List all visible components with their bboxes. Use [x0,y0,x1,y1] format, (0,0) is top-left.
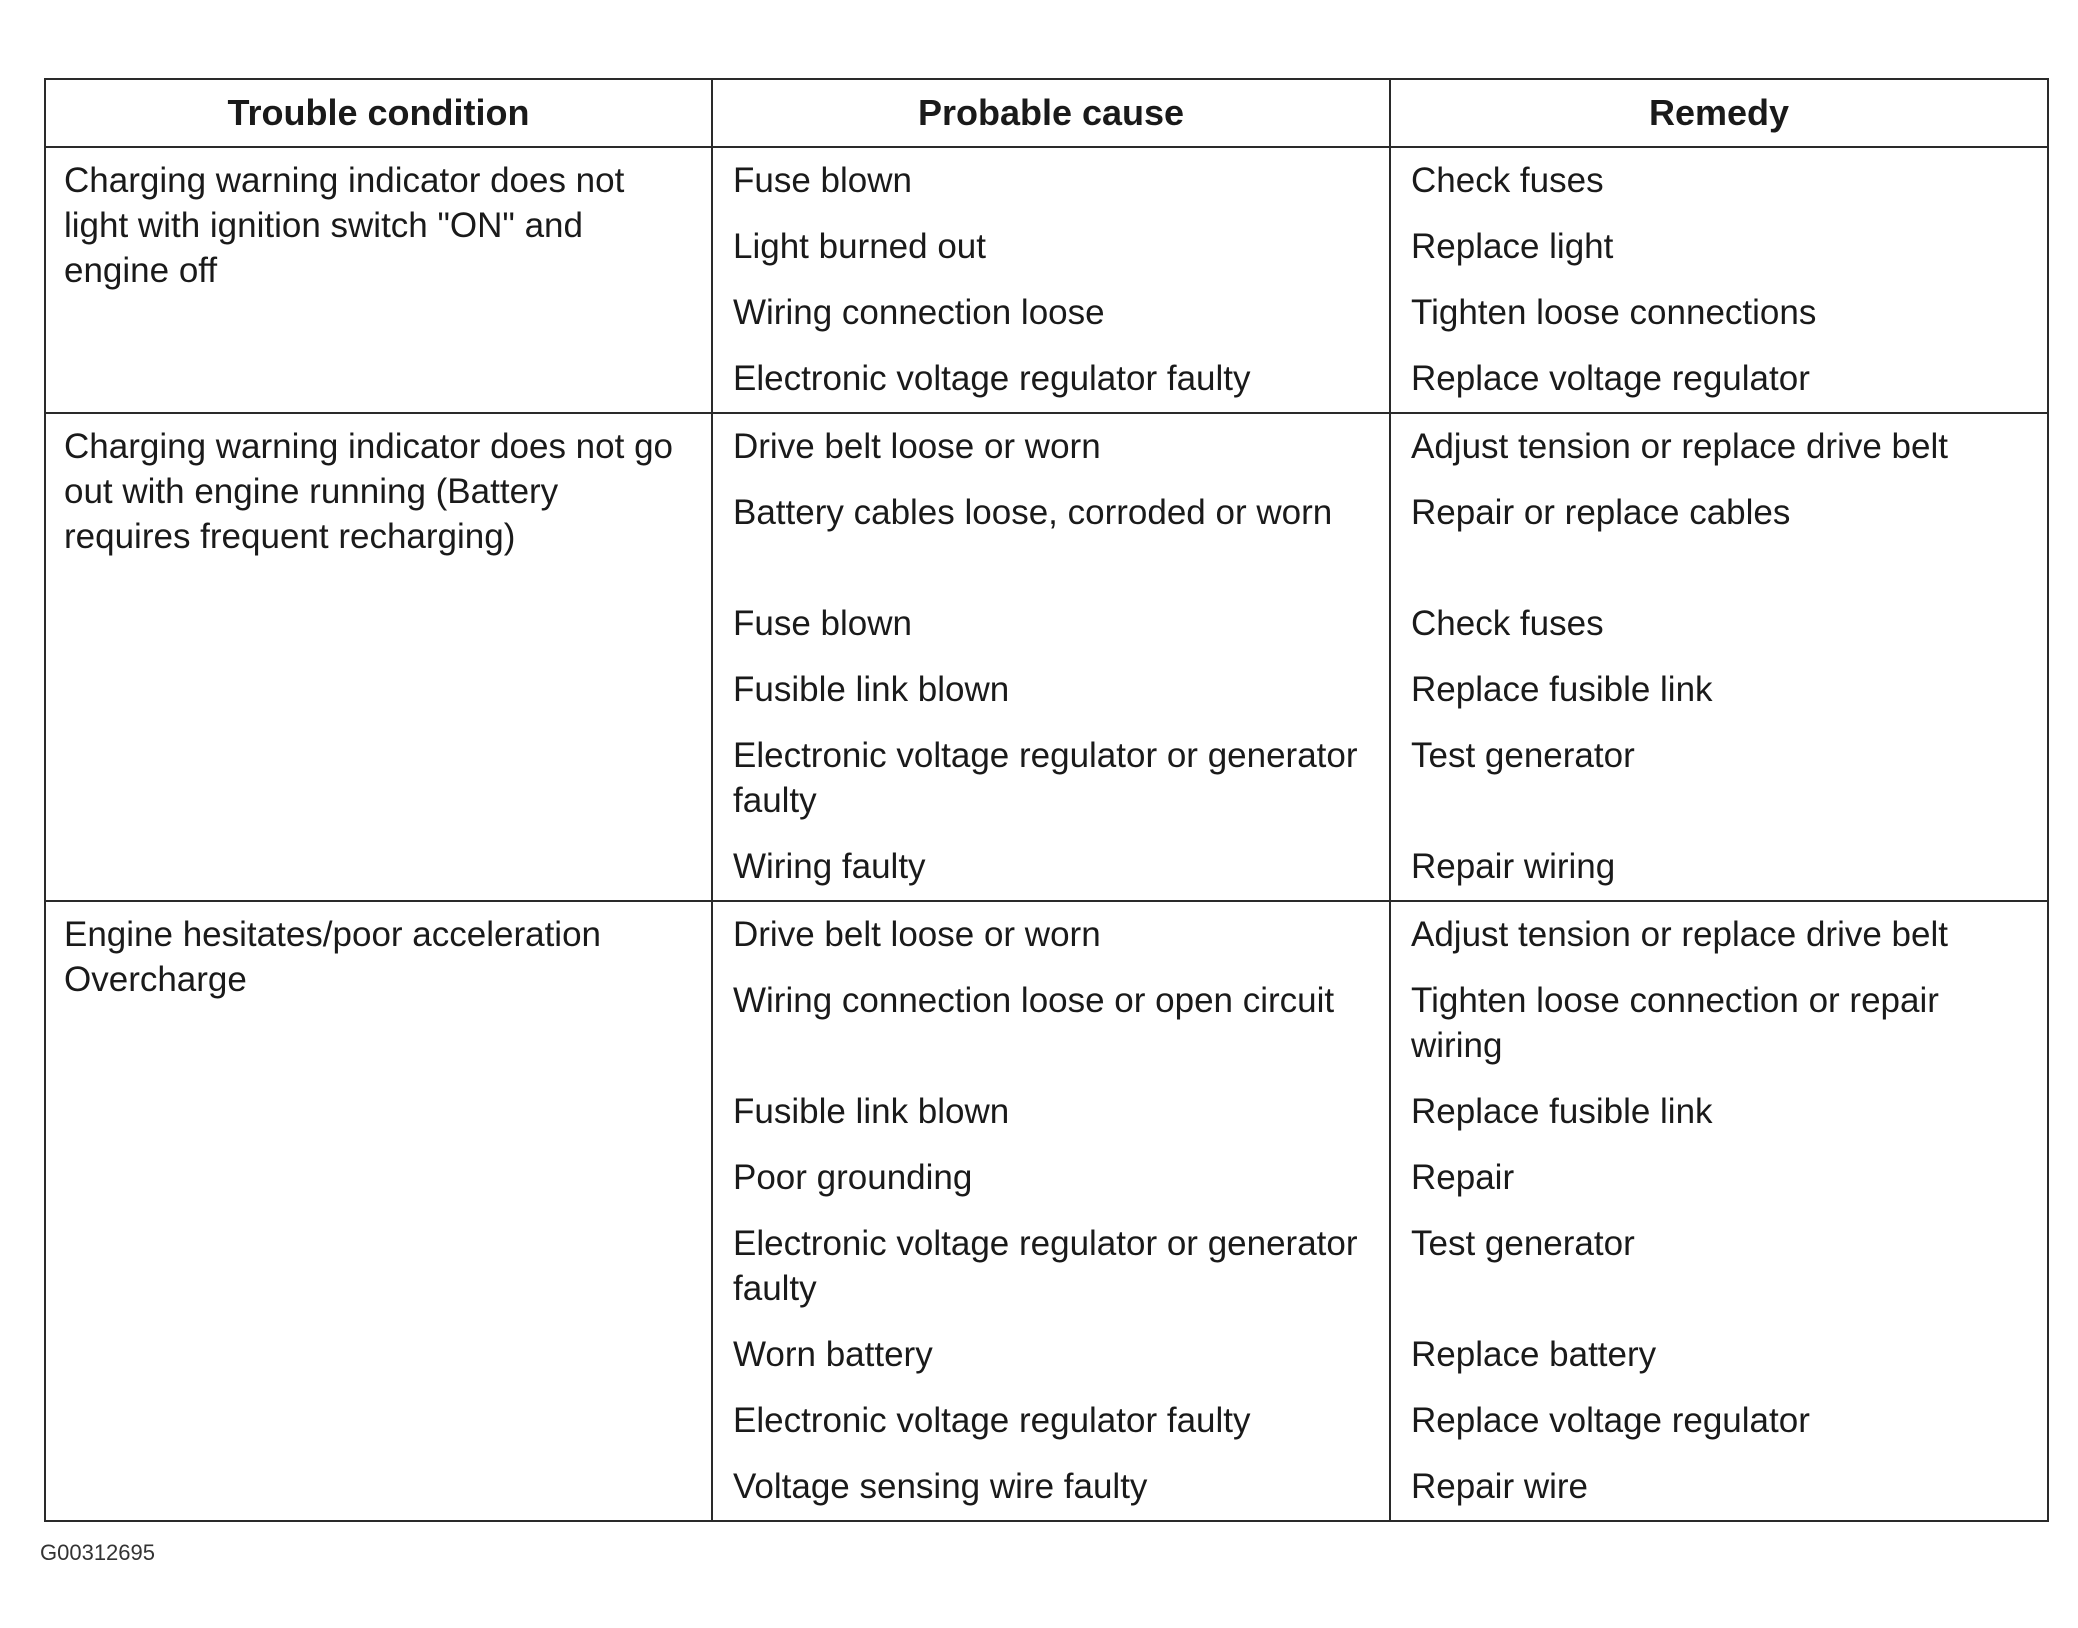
probable-cause-item: Electronic voltage regulator or generator faulty [733,736,1358,820]
remedy-item: Replace light [1411,227,1614,266]
remedy-item: Replace battery [1411,1335,1657,1374]
probable-cause-cell [712,147,1390,413]
probable-cause-item: Electronic voltage regulator or generator faulty [733,1224,1358,1308]
probable-cause-item: Poor grounding [733,1158,973,1197]
probable-cause-item: Voltage sensing wire faulty [733,1467,1148,1506]
remedy-item: Replace fusible link [1411,670,1713,709]
condition-group [46,901,2047,1520]
remedy-item: Replace voltage regulator [1411,359,1810,398]
remedy-item: Adjust tension or replace drive belt [1411,915,1948,954]
remedy-item: Tighten loose connection or repair wiring [1411,981,1939,1065]
probable-cause-item: Electronic voltage regulator faulty [733,359,1251,398]
probable-cause-item: Fusible link blown [733,1092,1010,1131]
trouble-condition-cell [46,901,712,1520]
header-row [46,80,2047,147]
probable-cause-item: Worn battery [733,1335,933,1374]
remedy-item: Replace fusible link [1411,1092,1713,1131]
probable-cause-item: Drive belt loose or worn [733,915,1101,954]
probable-cause-item: Fuse blown [733,161,912,200]
remedy-cell [1390,147,2047,413]
remedy-item: Tighten loose connections [1411,293,1817,332]
probable-cause-item: Fusible link blown [733,670,1010,709]
remedy-item: Check fuses [1411,604,1604,643]
document-id: G00312695 [40,1540,155,1565]
table-row [46,147,2047,413]
remedy-item: Adjust tension or replace drive belt [1411,427,1948,466]
probable-cause-cell [712,901,1390,1520]
trouble-condition-text: Charging warning indicator does not light with ignition switch "ON" and engine off [64,161,625,290]
probable-cause-item: Fuse blown [733,604,912,643]
condition-group [46,147,2047,413]
remedy-item: Test generator [1411,736,1635,775]
remedy-item: Replace voltage regulator [1411,1401,1810,1440]
probable-cause-item: Wiring connection loose or open circuit [733,981,1335,1020]
header-trouble-condition: Trouble condition [46,80,712,147]
remedy-item: Repair or replace cables [1411,493,1791,532]
header-probable-cause: Probable cause [712,80,1390,147]
remedy-item: Check fuses [1411,161,1604,200]
probable-cause-item: Light burned out [733,227,986,266]
header-remedy: Remedy [1390,80,2047,147]
troubleshooting-table [46,80,2047,1520]
condition-group [46,413,2047,901]
table-row [46,901,2047,1520]
remedy-item: Test generator [1411,1224,1635,1263]
trouble-condition-cell [46,413,712,901]
remedy-item: Repair [1411,1158,1515,1197]
probable-cause-item: Battery cables loose, corroded or worn [733,493,1333,532]
table-header [46,80,2047,147]
trouble-condition-cell [46,147,712,413]
remedy-item: Repair wiring [1411,847,1616,886]
trouble-condition-text: Engine hesitates/poor acceleration Overcharge [64,915,602,999]
trouble-condition-text: Charging warning indicator does not go out with engine running (Battery requires frequent recharging) [64,427,673,556]
probable-cause-item: Drive belt loose or worn [733,427,1101,466]
remedy-cell [1390,901,2047,1520]
table-row [46,413,2047,901]
remedy-cell [1390,413,2047,901]
troubleshooting-table-frame [44,78,2049,1522]
remedy-item: Repair wire [1411,1467,1588,1506]
probable-cause-cell [712,413,1390,901]
probable-cause-item: Electronic voltage regulator faulty [733,1401,1251,1440]
probable-cause-item: Wiring connection loose [733,293,1105,332]
probable-cause-item: Wiring faulty [733,847,926,886]
